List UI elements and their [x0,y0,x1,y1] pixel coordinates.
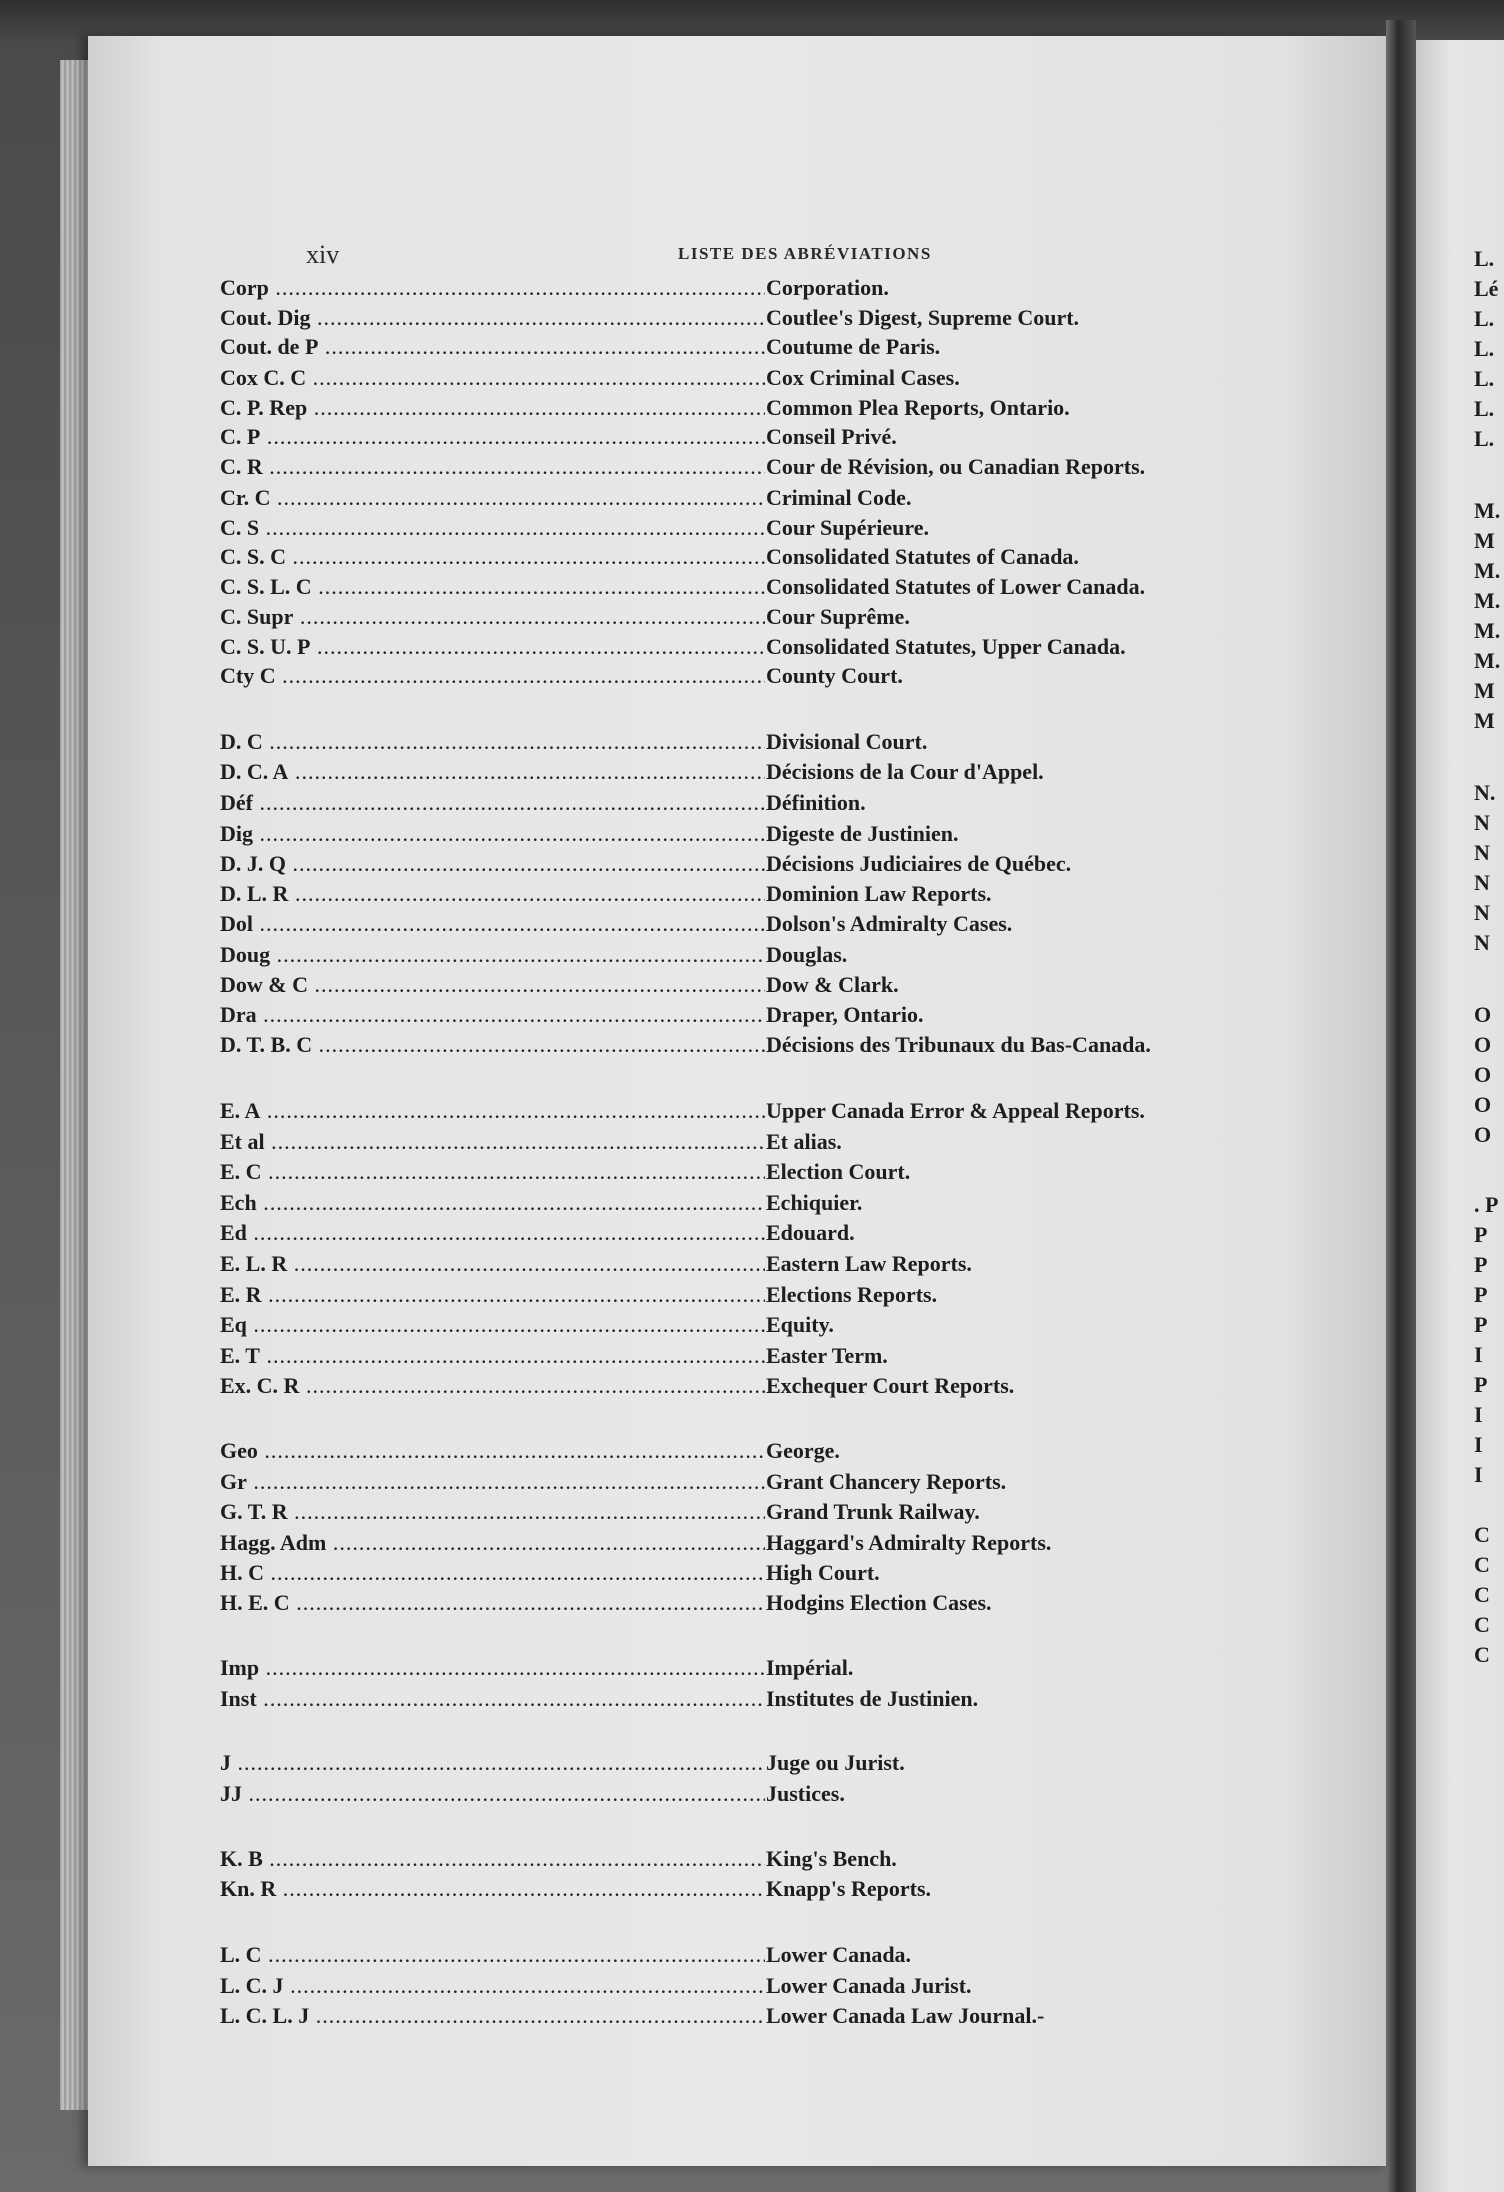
abbreviation-meaning: Digeste de Justinien. [766,821,959,846]
abbreviation: Geo ..... [220,1438,765,1464]
abbreviation: L. C ..... [220,1942,765,1968]
abbreviation-entry [220,1373,1230,1403]
abbreviation: E. L. R ..... [220,1251,765,1277]
abbreviation: Déf ..... [220,790,765,816]
abbreviation-entry [220,1750,1230,1780]
abbreviation: G. T. R ..... [220,1499,765,1525]
facing-page-fragment: Lé [1474,276,1499,301]
facing-page-fragment: P [1474,1222,1488,1247]
abbreviation: D. J. Q ..... [220,851,765,877]
abbreviation-entry [220,1032,1230,1062]
facing-page-fragment: O [1474,1032,1492,1057]
abbreviation: Et al ..... [220,1129,765,1155]
facing-page-fragment: I [1474,1462,1483,1487]
facing-page-fragment: I [1474,1342,1483,1367]
abbreviation-entry [220,1312,1230,1342]
abbreviation-meaning: Knapp's Reports. [766,1876,932,1901]
page-edges [60,60,90,2110]
abbreviation: J ..... [220,1750,765,1776]
abbreviation: Cr. C ..... [220,485,765,511]
abbreviation: Cout. Dig ..... [220,305,765,331]
facing-page-fragment: N [1474,900,1490,925]
facing-page-fragment: O [1474,1092,1492,1117]
abbreviation: Doug ..... [220,942,765,968]
abbreviation: C. S ..... [220,515,765,541]
abbreviation-meaning: Eastern Law Reports. [766,1251,972,1276]
abbreviation-entry [220,1876,1230,1906]
abbreviation-meaning: Exchequer Court Reports. [766,1373,1015,1398]
facing-page-fragment: M [1474,528,1495,553]
abbreviation-entry [220,1220,1230,1250]
abbreviation-meaning: Justices. [766,1781,845,1806]
facing-page-fragment: . P [1474,1192,1499,1217]
abbreviation-entry [220,1686,1230,1716]
abbreviation-meaning: Décisions de la Cour d'Appel. [766,759,1044,784]
abbreviation: D. L. R ..... [220,881,765,907]
abbreviation-entry [220,1781,1230,1811]
abbreviation-meaning: High Court. [766,1560,880,1585]
abbreviation-meaning: Cour de Révision, ou Canadian Reports. [766,454,1146,479]
abbreviation-meaning: Grant Chancery Reports. [766,1469,1007,1494]
abbreviation-meaning: Easter Term. [766,1343,888,1368]
facing-page-fragment: P [1474,1312,1488,1337]
abbreviation-meaning: Dominion Law Reports. [766,881,992,906]
abbreviation: C. R ..... [220,454,765,480]
abbreviation-meaning: King's Bench. [766,1846,897,1871]
abbreviation-entry [220,395,1230,425]
abbreviation-meaning: Institutes de Justinien. [766,1686,979,1711]
abbreviation-entry [220,729,1230,759]
abbreviation-entry [220,821,1230,851]
abbreviation-meaning: Hodgins Election Cases. [766,1590,992,1615]
abbreviation: Gr ..... [220,1469,765,1495]
abbreviation-meaning: Consolidated Statutes of Lower Canada. [766,574,1146,599]
facing-page-fragment: L. [1474,246,1495,271]
abbreviation-entry [220,1190,1230,1220]
abbreviation-entry [220,851,1230,881]
abbreviation: Ed ..... [220,1220,765,1246]
facing-page-fragment: L. [1474,396,1495,421]
abbreviation: JJ ..... [220,1781,765,1807]
page-header [88,240,1388,270]
abbreviation-entry [220,1655,1230,1685]
abbreviation-meaning: Décisions des Tribunaux du Bas-Canada. [766,1032,1151,1057]
abbreviation-entry [220,1499,1230,1529]
abbreviation: C. S. U. P ..... [220,634,765,660]
facing-page-fragment: N [1474,930,1490,955]
abbreviation-entry [220,334,1230,364]
abbreviation: D. C ..... [220,729,765,755]
abbreviation-meaning: Coutume de Paris. [766,334,941,359]
abbreviation: Cty C ..... [220,663,765,689]
abbreviation-meaning: Dow & Clark. [766,972,899,997]
abbreviation-meaning: County Court. [766,663,903,688]
facing-page-fragment: C [1474,1582,1490,1607]
abbreviation: H. E. C ..... [220,1590,765,1616]
abbreviation-meaning: Lower Canada Jurist. [766,1973,972,1998]
abbreviation: Inst ..... [220,1686,765,1712]
abbreviation-entry [220,1282,1230,1312]
abbreviation-meaning: Haggard's Admiralty Reports. [766,1530,1052,1555]
facing-page-fragment: I [1474,1402,1483,1427]
abbreviation: C. S. L. C ..... [220,574,765,600]
facing-page-fragment: L. [1474,426,1495,451]
abbreviation: E. R ..... [220,1282,765,1308]
facing-page-fragment: C [1474,1552,1490,1577]
abbreviation-entry [220,305,1230,335]
facing-page-fragment: L. [1474,306,1495,331]
abbreviation: Ex. C. R ..... [220,1373,765,1399]
facing-page-fragment: M. [1474,588,1501,613]
abbreviation-entry [220,275,1230,305]
abbreviation-entry [220,604,1230,634]
abbreviation-entry [220,1159,1230,1189]
abbreviation-meaning: George. [766,1438,840,1463]
facing-page-fragment: M. [1474,498,1501,523]
facing-page-fragment: N [1474,810,1490,835]
abbreviation-meaning: Décisions Judiciaires de Québec. [766,851,1072,876]
abbreviation: D. T. B. C ..... [220,1032,765,1058]
abbreviation: Ech ..... [220,1190,765,1216]
abbreviation-entry [220,1560,1230,1590]
abbreviation-entry [220,454,1230,484]
facing-page-fragment: C [1474,1642,1490,1667]
abbreviation: Cout. de P ..... [220,334,765,360]
abbreviation-meaning: Coutlee's Digest, Supreme Court. [766,305,1080,330]
abbreviation-meaning: Douglas. [766,942,848,967]
facing-page-fragment: C [1474,1522,1490,1547]
abbreviation: Eq ..... [220,1312,765,1338]
abbreviation-meaning: Echiquier. [766,1190,863,1215]
facing-page-fragment: N. [1474,780,1496,805]
abbreviation-meaning: Cour Supérieure. [766,515,929,540]
abbreviation-meaning: Cox Criminal Cases. [766,365,960,390]
abbreviation: Imp ..... [220,1655,765,1681]
facing-page-fragment: P [1474,1372,1488,1397]
facing-page-fragment: C [1474,1612,1490,1637]
book-gutter [1386,20,1416,2192]
abbreviation-entry [220,1098,1230,1128]
abbreviation: C. P. Rep ..... [220,395,765,421]
abbreviation-entry [220,1343,1230,1373]
abbreviation-meaning: Upper Canada Error & Appeal Reports. [766,1098,1145,1123]
facing-page-fragment: M [1474,708,1495,733]
abbreviation-entry [220,365,1230,395]
facing-page-fragment: N [1474,840,1490,865]
abbreviation: Kn. R ..... [220,1876,765,1902]
abbreviation-entry [220,1530,1230,1560]
abbreviation-meaning: Divisional Court. [766,729,928,754]
abbreviation: Dig ..... [220,821,765,847]
abbreviation-entry [220,1438,1230,1468]
abbreviation-meaning: Consolidated Statutes, Upper Canada. [766,634,1126,659]
abbreviation-entry [220,2003,1230,2033]
abbreviation-meaning: Corporation. [766,275,889,300]
abbreviation: Corp ..... [220,275,765,301]
abbreviation: Cox C. C ..... [220,365,765,391]
abbreviation-entry [220,1469,1230,1499]
facing-page-fragment: M. [1474,558,1501,583]
abbreviation-entry [220,1942,1230,1972]
abbreviation: Dol ..... [220,911,765,937]
abbreviation: E. C ..... [220,1159,765,1185]
abbreviation: K. B ..... [220,1846,765,1872]
abbreviation: D. C. A ..... [220,759,765,785]
abbreviation-entry [220,1973,1230,2003]
abbreviation-entry [220,881,1230,911]
abbreviation-meaning: Définition. [766,790,866,815]
abbreviation: Dow & C ..... [220,972,765,998]
facing-page-fragment: L. [1474,366,1495,391]
abbreviation-entry [220,972,1230,1002]
facing-page-fragment: L. [1474,336,1495,361]
abbreviation-entry [220,1002,1230,1032]
abbreviation: L. C. L. J ..... [220,2003,765,2029]
abbreviation-meaning: Common Plea Reports, Ontario. [766,395,1070,420]
facing-page-fragment: M [1474,678,1495,703]
abbreviation: C. P ..... [220,424,765,450]
abbreviation: H. C ..... [220,1560,765,1586]
abbreviation-meaning: Cour Suprême. [766,604,910,629]
abbreviation-entry [220,515,1230,545]
abbreviation-meaning: Edouard. [766,1220,855,1245]
abbreviation-entry [220,942,1230,972]
abbreviation-meaning: Grand Trunk Railway. [766,1499,980,1524]
abbreviation: Hagg. Adm ..... [220,1530,765,1556]
running-title: LISTE DES ABRÉVIATIONS [678,244,932,263]
abbreviation-meaning: Et alias. [766,1129,842,1154]
abbreviation-meaning: Lower Canada. [766,1942,912,1967]
facing-page-fragment: M. [1474,618,1501,643]
abbreviation: C. S. C ..... [220,544,765,570]
abbreviation-entry [220,1129,1230,1159]
abbreviation: Dra ..... [220,1002,765,1028]
page-number: xiv [306,240,340,269]
abbreviation-entry [220,1251,1230,1281]
abbreviation: E. T ..... [220,1343,765,1369]
abbreviation: E. A ..... [220,1098,765,1124]
abbreviation-meaning: Draper, Ontario. [766,1002,924,1027]
abbreviation-entry [220,1846,1230,1876]
facing-page-fragment: N [1474,870,1490,895]
facing-page-fragment: P [1474,1252,1488,1277]
abbreviation-entry [220,485,1230,515]
facing-page-fragment: O [1474,1122,1492,1147]
abbreviation: C. Supr ..... [220,604,765,630]
abbreviation-entry [220,574,1230,604]
abbreviation-entry [220,424,1230,454]
abbreviation-entry [220,911,1230,941]
abbreviation-meaning: Criminal Code. [766,485,912,510]
abbreviation-meaning: Conseil Privé. [766,424,897,449]
abbreviation-entry [220,634,1230,664]
abbreviation-meaning: Lower Canada Law Journal.- [766,2003,1045,2028]
abbreviation-meaning: Impérial. [766,1655,854,1680]
abbreviation-entry [220,544,1230,574]
abbreviation-entry [220,1590,1230,1620]
facing-page-fragment: O [1474,1002,1492,1027]
abbreviation-meaning: Election Court. [766,1159,911,1184]
facing-page-fragment: O [1474,1062,1492,1087]
abbreviation-meaning: Consolidated Statutes of Canada. [766,544,1079,569]
facing-page-fragment: M. [1474,648,1501,673]
abbreviation-entry [220,790,1230,820]
abbreviation-meaning: Dolson's Admiralty Cases. [766,911,1013,936]
facing-page-fragment: I [1474,1432,1483,1457]
abbreviation-meaning: Equity. [766,1312,834,1337]
abbreviation-entry [220,759,1230,789]
facing-page-fragment: P [1474,1282,1488,1307]
abbreviation: L. C. J ..... [220,1973,765,1999]
abbreviation-meaning: Elections Reports. [766,1282,938,1307]
abbreviation-entry [220,663,1230,693]
abbreviation-meaning: Juge ou Jurist. [766,1750,905,1775]
